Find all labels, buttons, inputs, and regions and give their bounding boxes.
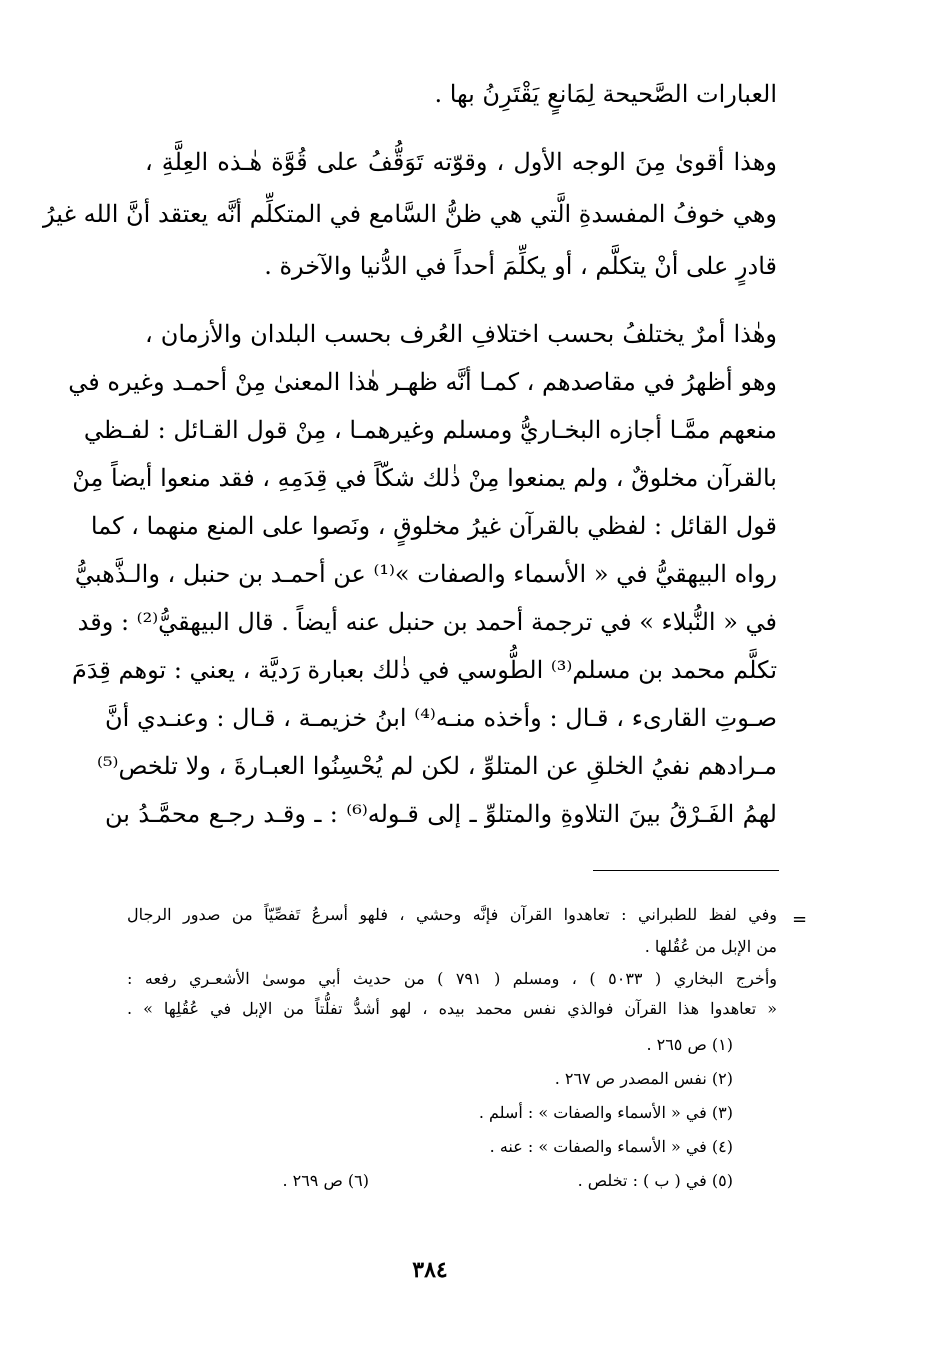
footnote-cont-line-1: وفي لفظ للطبراني : تعاهدوا القرآن فإنَّه وحشي ، فلهو أسرعُ تَفصِّيّاً من صدور الرجال bbox=[127, 905, 777, 924]
body-line-1: العبارات الصَّحيحة لِمَانعٍ يَقْتَرِنُ بها . bbox=[434, 80, 777, 108]
continuation-mark: = bbox=[792, 909, 808, 930]
footnote-cont-line-4: « تعاهدوا هذا القرآن فوالذي نفس محمد بيده ، لهو أشدُّ تفلُّتاً من الإبل في عُقُلِها » . bbox=[127, 999, 777, 1018]
footnote-6: (٦) ص ٢٦٩ . bbox=[282, 1171, 369, 1190]
footnote-5: (٥) في ( ب ) : تخلص . bbox=[577, 1171, 733, 1190]
body-line-11: في « النُّبلاء » في ترجمة أحمد بن حنبل عنه أيضاً . قال البيهقيُّ⁽²⁾ : وقد bbox=[77, 608, 777, 636]
footnote-1: (١) ص ٢٦٥ . bbox=[646, 1035, 733, 1054]
body-line-6: وهو أظهرُ في مقاصدهم ، كمـا أنَّه ظهـر هٰذا المعنىٰ مِنْ أحمـد وغيره في bbox=[68, 368, 777, 396]
body-line-8: بالقرآن مخلوقٌ ، ولم يمنعوا مِنْ ذٰلك شكّاً في قِدَمِهِ ، فقد منعوا أيضاً مِنْ bbox=[72, 464, 777, 492]
page-number: ٣٨٤ bbox=[412, 1257, 448, 1283]
footnote-2: (٢) نفس المصدر ص ٢٦٧ . bbox=[554, 1069, 733, 1088]
footnote-cont-line-2: من الإبل من عُقُلها . bbox=[644, 937, 777, 956]
footnote-cont-line-3: وأخرج البخاري ( ٥٠٣٣ ) ، ومسلم ( ٧٩١ ) من حديث أبي موسىٰ الأشعـري رفعه : bbox=[127, 969, 777, 988]
body-line-10: رواه البيهقيُّ في « الأسماء والصفات »⁽¹⁾ عن أحمـد بن حنبل ، والـذَّهبيُّ bbox=[74, 560, 777, 588]
body-line-5: وهٰذا أمرٌ يختلفُ بحسب اختلافِ العُرف بحسب البلدان والأزمان ، bbox=[145, 320, 777, 348]
body-line-2: وهذا أقوىٰ مِنَ الوجه الأول ، وقوّته تَوَقُّفُ على قُوَّة هٰـذه العِلَّةِ ، bbox=[145, 148, 777, 176]
body-line-14: مـرادهم نفيُ الخلقِ عن المتلوِّ ، لكن لم يُحْسِنُوا العبـارةَ ، ولا تلخص⁽⁵⁾ bbox=[97, 752, 777, 780]
body-line-13: صـوتِ القارىء ، قـال : وأخذه منـه⁽⁴⁾ ابنُ خزيمـة ، قـال : وعنـدي أنَّ bbox=[105, 704, 778, 732]
body-line-7: منعهم ممَّـا أجازه البخـاريُّ ومسلم وغيرهمـا ، مِنْ قول القـائل : لفـظي bbox=[83, 416, 777, 444]
footnote-separator bbox=[593, 870, 779, 871]
body-line-9: قول القائل : لفظي بالقرآن غيرُ مخلوقٍ ، ونَصوا على المنع منهما ، كما bbox=[90, 512, 777, 540]
footnote-3: (٣) في « الأسماء والصفات » : أسلم . bbox=[478, 1103, 733, 1122]
footnote-4: (٤) في « الأسماء والصفات » : عنه . bbox=[489, 1137, 733, 1156]
body-line-12: تكلَّم محمد بن مسلم⁽³⁾ الطُّوسي في ذٰلك بعبارة رَديَّة ، يعني : توهم قِدَمَ bbox=[71, 656, 777, 684]
body-line-3: وهي خوفُ المفسدةِ الَّتي هي ظنُّ السَّامع في المتكلِّم أنَّه يعتقد أنَّ الله غيرُ bbox=[42, 200, 777, 228]
body-line-15: لهمُ الفَـرْقُ بينَ التلاوةِ والمتلوِّ ـ إلى قـوله⁽⁶⁾ : ـ وقـد رجـع محمَّـدُ بن bbox=[105, 800, 777, 828]
body-line-4: قادرٍ على أنْ يتكلَّم ، أو يكلِّمَ أحداً في الدُّنيا والآخرة . bbox=[264, 252, 777, 280]
